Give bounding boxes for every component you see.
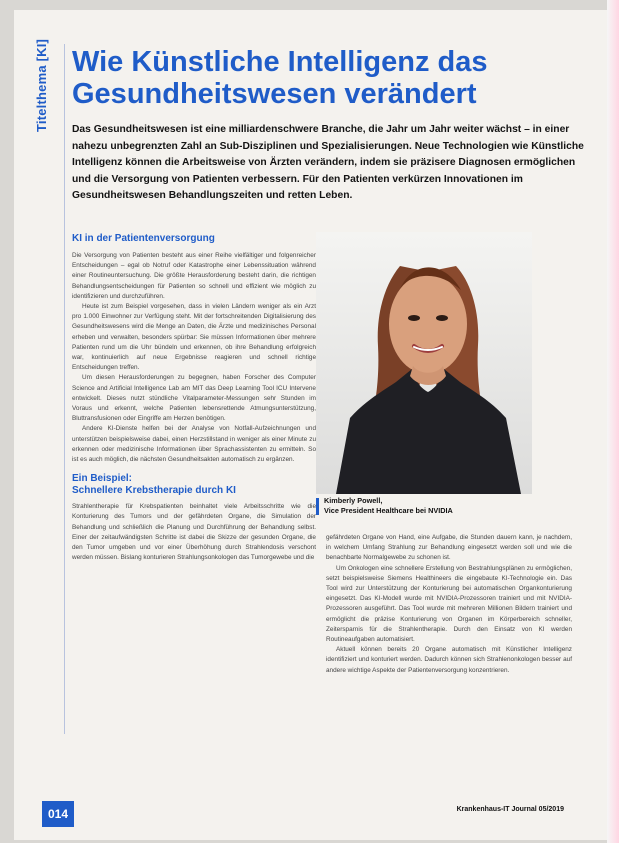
left-paragraph-4: Andere KI-Dienste helfen bei der Analyse von Notfall-Aufzeichnungen und unterstützen beispielsweise dabei, einen Herzstillstand in weniger als einer Minute zu erkennen oder medizinische Informationen über Sprachassistenten zu ermitteln. So ist es auch möglich, die nächsten Gesundheitsakten automatisch zu ergänzen. xyxy=(72,425,316,464)
page-number: 014 xyxy=(42,801,74,827)
portrait-photo xyxy=(316,232,532,494)
caption-name: Kimberly Powell, xyxy=(324,496,383,505)
caption-role: Vice President Healthcare bei NVIDIA xyxy=(324,506,453,515)
journal-name: Krankenhaus-IT Journal 05/2019 xyxy=(456,806,564,813)
right-column xyxy=(326,533,572,676)
example-heading xyxy=(72,473,316,497)
example-heading-line1: Ein Beispiel: xyxy=(72,473,133,485)
left-paragraph-2: Heute ist zum Beispiel vorgesehen, dass in vielen Ländern weniger als ein Arzt pro 1.000 Einwohner zur Verfügung steht. Mit der fortschreitenden Digitalisierung des Gesundheitswesens wird die Menge an Daten, die Ärzte und medizinisches Personal erheben und verwalten, besonders spürbar: Sie müssen Informationen über mehrere Patienten rund um die Uhr bündeln und erkennen, ob ihre Behandlung erfolgreich war, kontinuierlich auf neue Ergebnisse reagieren und schnell richtige Entscheidungen treffen. xyxy=(72,303,316,372)
left-column-heading: KI in der Patientenversorgung xyxy=(72,233,215,244)
article-lead: Das Gesundheitswesen ist eine milliardenschwere Branche, die Jahr um Jahr weiter wächst – in einer nahezu unbegrenzten Zahl an Sub-Disziplinen und Spezialisierungen. Neue Technologien wie Künstliche Intelligenz können die Arbeitsweise von Ärzten verändern, indem sie präzisere Diagnosen ermöglichen und die Versorgung von Patienten verbessern. Für den Patienten verkürzen Innovationen im Gesundheitswesen Behandlungszeiten und retten Leben. xyxy=(72,124,584,201)
page-edge-highlight xyxy=(607,0,619,843)
magazine-page xyxy=(14,10,610,840)
left-paragraph-3: Um diesen Herausforderungen zu begegnen, haben Forscher des Computer Science and Artificial Intelligence Lab am MIT das Deep Learning Tool ICU Intervene entwickelt. Dieses nutzt stündliche Vitalparameter-Messungen sehr Stunden im Voraus und erkennt, welche Patienten lebensrettende Atmungsunterstützung, Bluttransfusionen oder Eingriffe am Herzen benötigen. xyxy=(72,374,316,423)
portrait-illustration xyxy=(316,232,532,494)
photo-caption xyxy=(316,496,532,516)
left-column xyxy=(72,231,316,563)
right-paragraph-2: Um Onkologen eine schnellere Erstellung von Bestrahlungsplänen zu ermöglichen, setzt beispielsweise Siemens Healthineers die eingebaute KI-Technologie ein. Das Tool wird zur Unterstützung der Konturierung bei automatischen Organkonturierung eingesetzt. Das KI-Modell wurde mit NVIDIA-Prozessoren trainiert und mit NVIDIA-Prozessoren ausgeführt. Das Tool wurde mit mehreren Millionen Bildern trainiert und ermöglicht die präzise Konturierung von Organen im Körperbereich schneller, Zeitersparnis für die Strahlentherapie. Durch den Einsatz von KI werden Routineaufgaben automatisiert. xyxy=(326,564,572,644)
section-label: Titelthema [KI] xyxy=(34,38,49,132)
article-title: Wie Künstliche Intelligenz das Gesundheitswesen verändert xyxy=(72,46,488,110)
left-paragraph-1: Die Versorgung von Patienten besteht aus einer Reihe vielfältiger und folgenreicher Entscheidungen – egal ob Notruf oder Katastrophe einer Lebenssituation während einer Routineuntersuchung. Die größte Herausforderung besteht darin, die richtigen Behandlungsentscheidungen für Patienten so schnell und effizient wie möglich zu identifizieren und durchzuführen. xyxy=(72,252,316,300)
example-heading-line2: Schnellere Krebstherapie durch KI xyxy=(72,485,236,497)
left-paragraph-5: Strahlentherapie für Krebspatienten beinhaltet viele Arbeitsschritte wie die Konturierung des Tumors und der gefährdeten Organe, die Simulation der Behandlung und schließlich die Planung und Durchführung der Behandlung selbst. Einer der zeitaufwändigsten Schritte ist dabei die Skizze der gesunden Organe, die den Tumor umgeben und vor einer Überhöhung durch Strahlendosis verschont werden müssen. Bislang konturieren Strahlungsonkologen das Tumorgewebe und die xyxy=(72,503,316,562)
right-paragraph-1: gefährdeten Organe von Hand, eine Aufgabe, die Stunden dauern kann, je nachdem, in welchem Umfang Strahlung zur Behandlung eingesetzt werden soll und wie die benachbarte Normalgewebe zu schonen ist. xyxy=(326,534,572,562)
section-divider xyxy=(64,44,65,734)
right-paragraph-3: Aktuell können bereits 20 Organe automatisch mit Künstlicher Intelligenz identifiziert und konturiert werden. Dadurch können sich Strahlenonkologen besser auf andere wichtige Aspekte der Patientenversorgung konzentrieren. xyxy=(326,646,572,674)
